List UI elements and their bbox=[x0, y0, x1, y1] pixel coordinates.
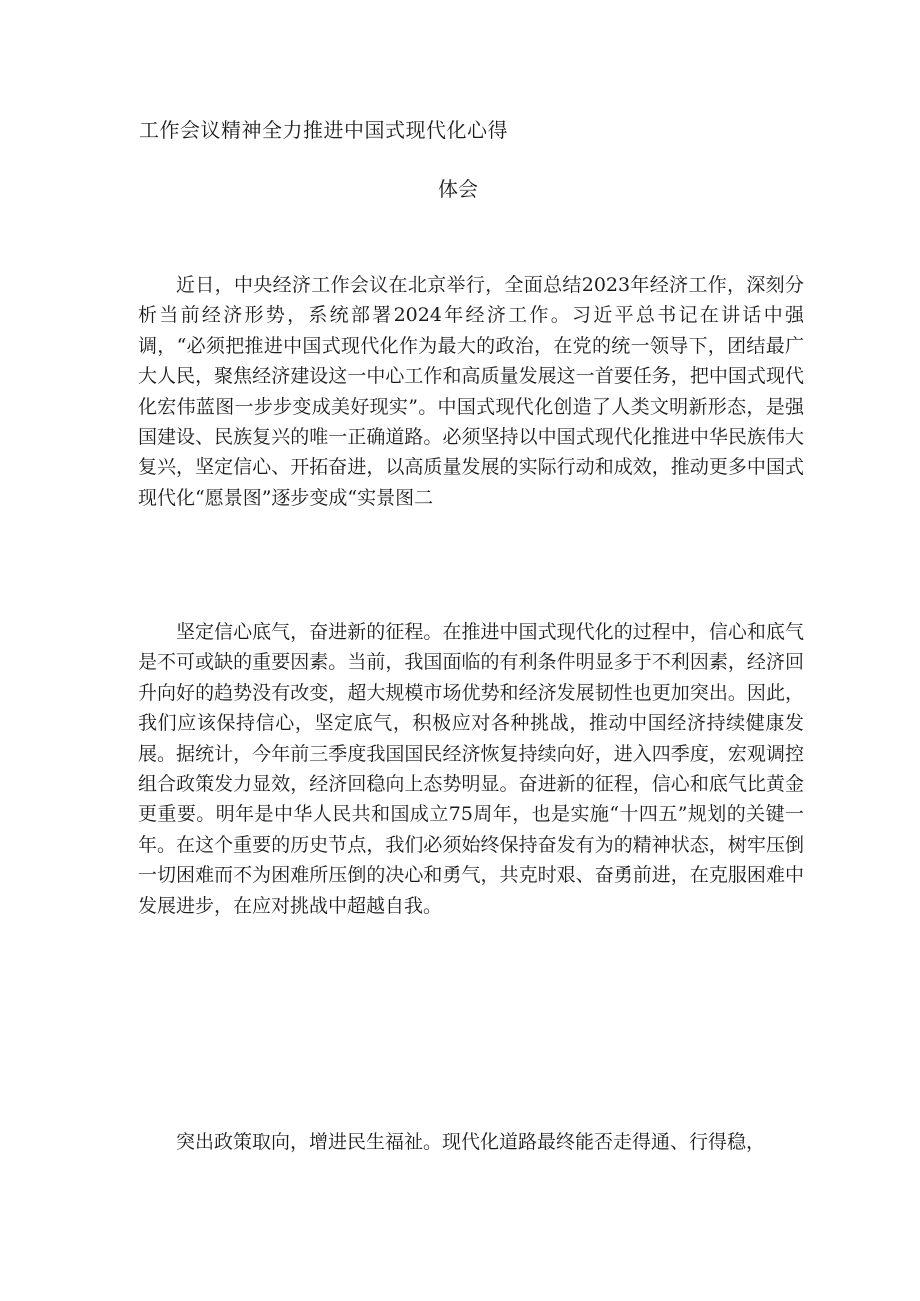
paragraph-2: 坚定信心底气，奋进新的征程。在推进中国式现代化的过程中，信心和底气是不可或缺的重要因素。当前，我国面临的有利条件明显多于不利因素，经济回升向好的趋势没有改变，超大规模市场优势和经济发展韧性也更加突出。因此，我们应该保持信心，坚定底气，积极应对各种挑战，推动中国经济持续健康发展。据统计，今年前三季度我国国民经济恢复持续向好，进入四季度，宏观调控组合政策发力显效，经济回稳向上态势明显。奋进新的征程，信心和底气比黄金更重要。明年是中华人民共和国成立75周年，也是实施“十四五”规划的关键一年。在这个重要的历史节点，我们必须始终保持奋发有为的精神状态，树牢压倒一切困难而不为困难所压倒的决心和勇气，共克时艰、奋勇前进，在克服困难中发展进步，在应对挑战中超越自我。 bbox=[138, 621, 804, 917]
document-title-line-2: 体会 bbox=[438, 177, 478, 201]
paragraph-1: 近日，中央经济工作会议在北京举行，全面总结2023年经济工作，深刻分析当前经济形势，系统部署2024年经济工作。习近平总书记在讲话中强调，“必须把推进中国式现代化作为最大的政治，在党的统一领导下，团结最广大人民，聚焦经济建设这一中心工作和高质量发展这一首要任务，把中国式现代化宏伟蓝图一步步变成美好现实”。中国式现代化创造了人类文明新形态，是强国建设、民族复兴的唯一正确道路。必须坚持以中国式现代化推进中华民族伟大复兴，坚定信心、开拓奋进，以高质量发展的实际行动和成效，推动更多中国式现代化“愿景图”逐步变成“实景图二 bbox=[138, 274, 804, 509]
document-title-line-1: 工作会议精神全力推进中国式现代化心得 bbox=[139, 118, 508, 142]
paragraph-block-2 bbox=[138, 617, 804, 921]
paragraph-block-3 bbox=[138, 1127, 804, 1157]
paragraph-block-1 bbox=[138, 270, 804, 513]
paragraph-3: 突出政策取向，增进民生福祉。现代化道路最终能否走得通、行得稳， bbox=[176, 1131, 766, 1153]
